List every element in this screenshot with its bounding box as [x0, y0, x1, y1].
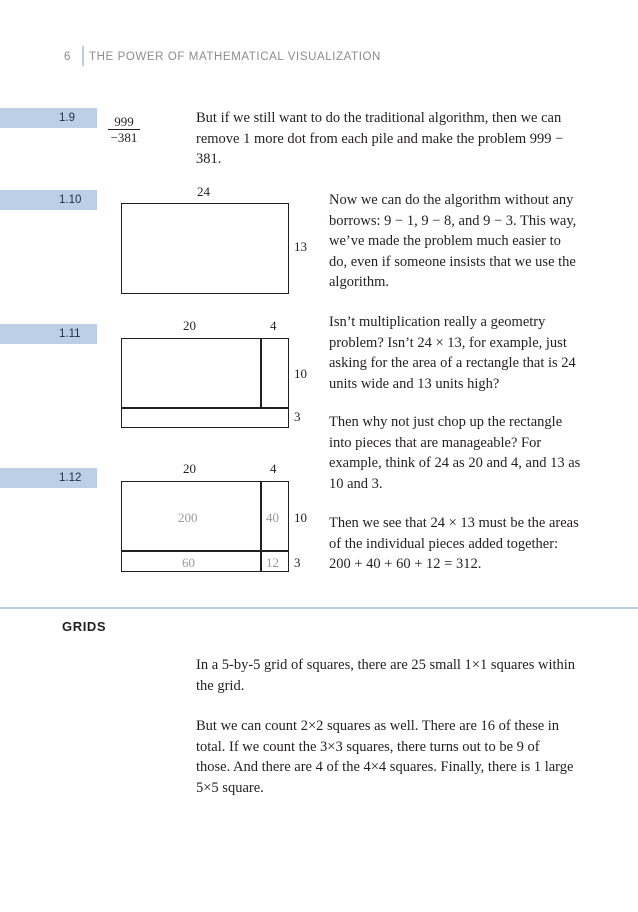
paragraph-traditional-algorithm: But if we still want to do the traditional algorithm, then we can remove 1 more dot from each pile and make the problem 999 − 381. — [196, 110, 564, 167]
area-rectangle — [121, 481, 289, 572]
header-divider — [82, 46, 84, 66]
area-60: 60 — [182, 555, 195, 570]
paragraph-partial-sums: Then we see that 24 × 13 must be the areas of the individual pieces added together: 200 + 40 + 60 + 12 = 312. — [329, 515, 579, 572]
figure-label-1-10: 1.10 — [0, 190, 97, 210]
area-vertical-line — [260, 481, 262, 572]
rect-width-label: 24 — [197, 184, 210, 199]
area-height-label-10: 10 — [294, 510, 307, 525]
paragraph-grid-1x1: In a 5-by-5 grid of squares, there are 25 small 1×1 squares within the grid. — [196, 657, 576, 694]
area-40: 40 — [266, 510, 279, 525]
split-rectangle — [121, 338, 289, 428]
page-number: 6 — [64, 51, 71, 63]
area-200: 200 — [178, 510, 198, 525]
area-horizontal-line — [121, 550, 289, 552]
rect-height-label: 13 — [294, 239, 307, 254]
split-width-label-20: 20 — [183, 318, 196, 333]
figure-label-1-9: 1.9 — [0, 108, 97, 128]
paragraph-geometry-question: Isn’t multiplication really a geometry problem? Isn’t 24 × 13, for example, just asking for the area of a rectangle that is 24 units wide and 13 units high? — [329, 314, 576, 392]
split-horizontal-line — [121, 407, 289, 409]
paragraph-chop-rectangle: Then why not just chop up the rectangle into pieces that are manageable? For example, think of 24 as 20 and 4, and 13 as 10 and 3. — [329, 414, 581, 492]
area-height-label-3: 3 — [294, 555, 301, 570]
split-width-label-4: 4 — [270, 318, 277, 333]
paragraph-no-borrows: Now we can do the algorithm without any borrows: 9 − 1, 9 − 8, and 9 − 3. This way, we’ve made the problem much easier to do, even if someone insists that we use the algorithm. — [329, 192, 577, 290]
split-height-label-3: 3 — [294, 409, 301, 424]
area-width-label-4: 4 — [270, 461, 277, 476]
section-divider — [0, 607, 638, 609]
figure-label-1-11: 1.11 — [0, 324, 97, 344]
paragraph-grid-counts: But we can count 2×2 squares as well. There are 16 of these in total. If we count the 3×3 squares, there turns out to be 9 of those. And there are 4 of the 4×4 squares. Finally, there is 1 large 5×5 square. — [196, 718, 574, 796]
minuend: 999 — [108, 114, 140, 130]
figure-label-1-12: 1.12 — [0, 468, 97, 488]
running-header-title: THE POWER OF MATHEMATICAL VISUALIZATION — [89, 51, 381, 63]
split-vertical-line — [260, 338, 262, 408]
area-width-label-20: 20 — [183, 461, 196, 476]
rectangle-24-by-13 — [121, 203, 289, 294]
section-heading-grids: GRIDS — [62, 619, 107, 634]
subtrahend: −381 — [110, 130, 138, 145]
area-12: 12 — [266, 555, 279, 570]
split-height-label-10: 10 — [294, 366, 307, 381]
subtraction-figure — [108, 114, 140, 145]
